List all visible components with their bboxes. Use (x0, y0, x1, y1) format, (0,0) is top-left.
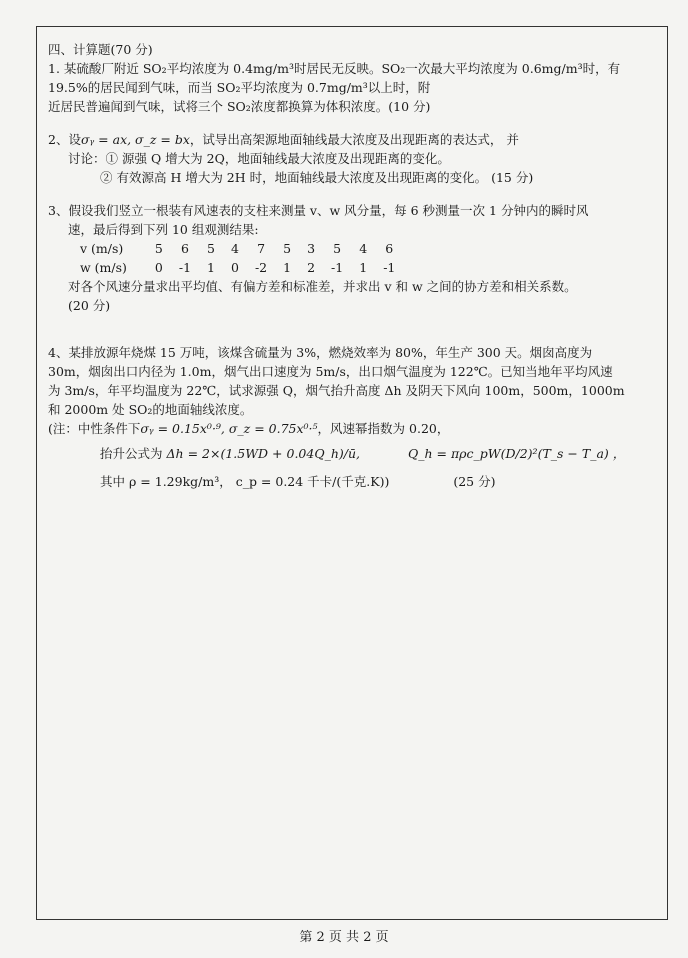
q3-line4: (20 分) (68, 298, 111, 313)
w-value: -1 (331, 260, 344, 275)
exam-content (48, 40, 660, 491)
v-value: 5 (333, 241, 342, 256)
w-label: w (m/s) (80, 260, 127, 275)
w-value: 0 (231, 260, 239, 275)
q4-line4: 和 2000m 处 SO₂的地面轴线浓度。 (48, 402, 253, 417)
q4-note (48, 419, 660, 438)
q2-lead: 2、设 (48, 132, 81, 147)
v-value: 5 (207, 241, 215, 256)
q1-line3: 近居民普遍闻到气味，试将三个 SO₂浓度都换算为体积浓度。(10 分) (48, 99, 431, 114)
table-row (72, 239, 403, 258)
q1-line2: 19.5%的居民闻到气味，而当 SO₂平均浓度为 0.7mg/m³以上时，附 (48, 80, 431, 95)
q2-line1 (48, 130, 660, 149)
where-row (48, 472, 660, 491)
w-value: -2 (254, 260, 268, 275)
q4-note-rest: ，风速幂指数为 0.20， (317, 421, 450, 436)
observation-table (72, 239, 403, 277)
q3-line2: 速，最后得到下列 10 组观测结果: (68, 222, 259, 237)
q2-discuss1: 讨论：① 源强 Q 增大为 2Q，地面轴线最大浓度及出现距离的变化。 (68, 151, 450, 166)
q3-line3: 对各个风速分量求出平均值、有偏方差和标准差，并求出 v 和 w 之间的协方差和相关系数。 (68, 279, 577, 294)
table-row (72, 258, 403, 277)
v-value: 5 (283, 241, 292, 256)
q2-rest: ，试导出高架源地面轴线最大浓度及出现距离的表达式， 并 (189, 132, 519, 147)
v-value: 7 (257, 241, 266, 256)
v-value: 5 (154, 241, 163, 256)
w-value: 1 (283, 260, 292, 275)
q3-line1: 3、假设我们竖立一根装有风速表的支柱来测量 v、w 风分量，每 6 秒测量一次 1 分钟内的瞬时风 (48, 203, 589, 218)
w-value: -1 (383, 260, 396, 275)
q2-formula: σᵧ = ax, σ_z = bx (80, 132, 190, 147)
rise-lead: 抬升公式为 (100, 445, 163, 461)
w-value: -1 (178, 260, 192, 275)
q4-points: (25 分) (453, 474, 496, 489)
w-value: 1 (207, 260, 215, 275)
q4-line3: 为 3m/s，年平均温度为 22℃，试求源强 Q，烟气抬升高度 Δh 及阴天下风向 100m，500m，1000m (48, 383, 625, 398)
v-value: 6 (385, 241, 394, 256)
q4-note-formula: σᵧ = 0.15x⁰·⁹, σ_z = 0.75x⁰·⁵ (140, 421, 318, 436)
w-value: 1 (359, 260, 368, 275)
rise-formula: Δh = 2×(1.5WD + 0.04Q_h)/ū, (166, 445, 360, 461)
v-value: 4 (231, 241, 239, 256)
where-line: 其中 ρ = 1.29kg/m³， c_p = 0.24 千卡/(千克.K)) (100, 474, 390, 489)
w-value: 0 (154, 260, 163, 275)
v-value: 4 (359, 241, 368, 256)
w-value: 2 (307, 260, 316, 275)
qh-formula: Q_h = πρc_pW(D/2)²(T_s − T_a) ， (407, 445, 626, 461)
q4-line1: 4、某排放源年烧煤 15 万吨，该煤含硫量为 3%，燃烧效率为 80%，年生产 300 天。烟囱高度为 (48, 345, 593, 360)
q1-line1: 1. 某硫酸厂附近 SO₂平均浓度为 0.4mg/m³时居民无反映。SO₂一次最大平均浓度为 0.6mg/m³时，有 (48, 61, 621, 76)
q4-line2: 30m，烟囱出口内径为 1.0m，烟气出口速度为 5m/s，出口烟气温度为 122℃。已知当地年平均风速 (48, 364, 613, 379)
v-label: v (m/s) (80, 241, 124, 256)
section-title: 四、计算题(70 分) (48, 42, 153, 57)
rise-formula-row (48, 438, 660, 468)
v-value: 6 (180, 241, 189, 256)
q2-discuss2: ② 有效源高 H 增大为 2H 时，地面轴线最大浓度及出现距离的变化。 (15 分) (100, 170, 534, 185)
page-footer: 第 2 页 共 2 页 (299, 930, 389, 945)
q4-note-lead: (注：中性条件下 (48, 421, 141, 436)
v-value: 3 (307, 241, 316, 256)
